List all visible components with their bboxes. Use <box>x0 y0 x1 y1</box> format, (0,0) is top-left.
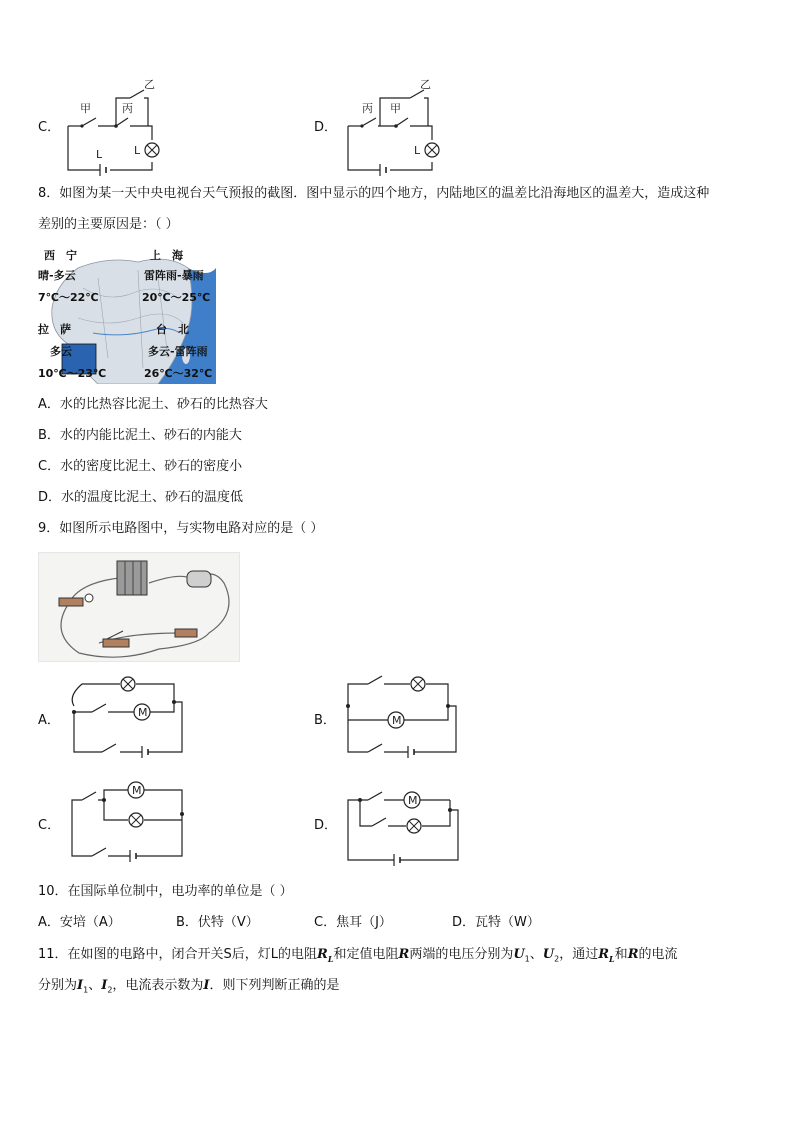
q9-circuit-b <box>338 676 462 762</box>
q9-option-a-label: A． <box>38 713 60 728</box>
shanghai-weather: 雷阵雨-暴雨 <box>144 269 204 282</box>
motor-symbol: M <box>132 784 142 797</box>
q10-option-c: C．焦耳（J） <box>314 915 392 930</box>
switch-yi-label: 乙 <box>144 78 155 91</box>
physical-circuit-photo <box>38 552 240 662</box>
q10-stem: 10．在国际单位制中，电功率的单位是（ ） <box>38 884 293 899</box>
motor-symbol: M <box>138 706 148 719</box>
taibei-weather: 多云-雷阵雨 <box>148 345 208 358</box>
q9-stem: 9．如图所示电路图中，与实物电路对应的是（ ） <box>38 521 324 536</box>
lasa-temp: 10℃～23℃ <box>38 367 107 380</box>
xining-name: 西 宁 <box>44 249 77 262</box>
switch-jia-label: 甲 <box>390 102 401 115</box>
q9-circuit-a <box>62 676 188 762</box>
taibei-name: 台 北 <box>156 323 189 336</box>
q9-option-c-label: C． <box>38 818 61 833</box>
shanghai-name: 上 海 <box>150 249 183 262</box>
lamp-label: L <box>134 144 141 157</box>
q10-option-d: D．瓦特（W） <box>452 915 540 930</box>
switch-bing-label: 丙 <box>362 102 373 115</box>
q8-option-a: A．水的比热容比泥土、砂石的比热容大 <box>38 397 268 412</box>
q7-circuit-c <box>60 78 170 174</box>
q8-stem-line2: 差别的主要原因是：（ ） <box>38 217 179 232</box>
switch-yi-label: 乙 <box>420 78 431 91</box>
q7-option-c-label: C． <box>38 120 61 135</box>
q8-option-b: B．水的内能比泥土、砂石的内能大 <box>38 428 242 443</box>
q9-option-d-label: D． <box>314 818 338 833</box>
shanghai-temp: 20℃～25℃ <box>142 291 211 304</box>
lamp-label: L <box>414 144 421 157</box>
xining-weather: 晴-多云 <box>38 269 76 282</box>
motor-symbol: M <box>408 794 418 807</box>
q9-circuit-c <box>62 780 188 866</box>
svg-text:L: L <box>96 148 103 161</box>
switch-jia-label: 甲 <box>80 102 91 115</box>
q8-option-d: D．水的温度比泥土、砂石的温度低 <box>38 490 244 505</box>
q11-stem-line2: 分别为$I_1$、$I_2$，电流表示数为I．则下列判断正确的是 <box>38 978 340 995</box>
q7-option-d-label: D． <box>314 120 338 135</box>
q9-option-b-label: B． <box>314 713 336 728</box>
xining-temp: 7℃～22℃ <box>38 291 99 304</box>
physical-circuit-drawing <box>39 553 239 661</box>
weather-map <box>38 248 216 384</box>
lasa-name: 拉 萨 <box>38 323 71 336</box>
q11-stem-line1: 11．在如图的电路中，闭合开关S后，灯L的电阻$R_L$和定值电阻R两端的电压分别为$U_1$、$U_2$，通过$R_L$和R的电流 <box>38 947 678 964</box>
q7-circuit-d <box>340 78 450 174</box>
q9-circuit-d <box>338 780 466 868</box>
q8-stem-line1: 8．如图为某一天中央电视台天气预报的截图．图中显示的四个地方，内陆地区的温差比沿海地区的温差大，造成这种 <box>38 186 710 201</box>
q10-option-b: B．伏特（V） <box>176 915 259 930</box>
switch-bing-label: 丙 <box>122 102 133 115</box>
taibei-temp: 26℃～32℃ <box>144 367 213 380</box>
q10-option-a: A．安培（A） <box>38 915 121 930</box>
q8-option-c: C．水的密度比泥土、砂石的密度小 <box>38 459 243 474</box>
motor-symbol: M <box>392 714 402 727</box>
lasa-weather: 多云 <box>50 345 72 358</box>
